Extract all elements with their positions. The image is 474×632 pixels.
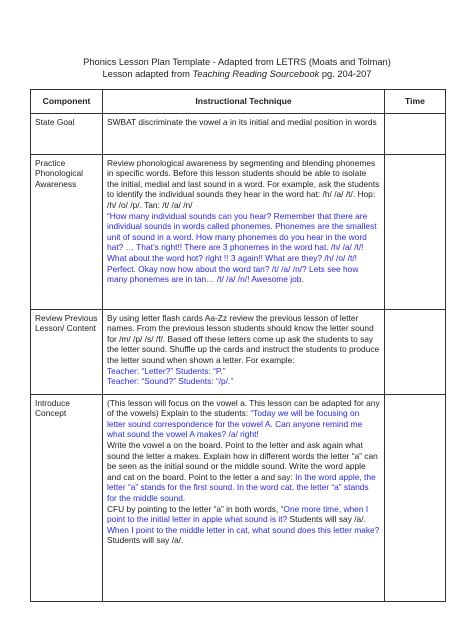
goal-text-end: in its initial and medial position in words bbox=[227, 116, 377, 127]
header-book-title: Teaching Reading Sourcebook bbox=[192, 69, 320, 79]
board-instructions: Write the vowel a on the board. Point to the letter and ask again what sound the letter a makes. Explain how in different words the letter “a” can be seen as the initial sound or the middle sound. Write the word apple and cat on the board. Point to the letter a and say: bbox=[107, 439, 378, 482]
cfu-question-middle: When I point to the middle letter in cat, what sound does this letter make? bbox=[107, 524, 380, 535]
component-cell: Review Previous Lesson/ Content bbox=[31, 309, 103, 394]
table-row-introduce bbox=[31, 394, 446, 601]
time-cell bbox=[385, 309, 446, 394]
header-subtitle-prefix: Lesson adapted from bbox=[102, 69, 193, 79]
column-header-technique: Instructional Technique bbox=[103, 90, 385, 114]
cfu-question-initial: “One more time, when I point to the initial letter in apple what sound is it? bbox=[107, 503, 369, 525]
table-header-row bbox=[31, 90, 446, 114]
cfu-instructions: CFU by pointing to the letter “a” in both words, bbox=[107, 503, 281, 514]
intro-instructions: (This lesson will focus on the vowel a. This lesson can be adapted for any of the vowels) Explain to the students: bbox=[107, 397, 380, 419]
table-row-state-goal bbox=[31, 113, 446, 154]
document-header bbox=[0, 56, 474, 80]
header-subtitle bbox=[0, 68, 474, 80]
review-script-sound: Teacher: “Sound?” Students: “/p/.” bbox=[107, 376, 234, 387]
column-header-time: Time bbox=[385, 90, 446, 114]
technique-cell bbox=[103, 309, 385, 394]
goal-text-start: SWBAT discriminate the vowel bbox=[107, 116, 224, 127]
technique-cell bbox=[103, 154, 385, 309]
intro-script: “Today we will be focusing on letter sound correspondence for the vowel A. Can anyone remind me what sound the vowel A makes? /a/ right! bbox=[107, 408, 363, 440]
practice-instructions: Review phonological awareness by segmenting and blending phonemes in specific words. Before this lesson students should be able to isolate the initial, medial and last sound in a word. For example, ask the students to identify the individual sounds they hear in the word hat: /h/ /a/ /t/. Hop: /h/ /o/ /p/. Tan: /t/ /a/ /n/ bbox=[107, 157, 380, 210]
time-cell bbox=[385, 154, 446, 309]
table-row-practice bbox=[31, 154, 446, 309]
technique-cell bbox=[103, 394, 385, 601]
header-subtitle-suffix: pg. 204-207 bbox=[319, 69, 372, 79]
cfu-answer-middle: Students will say /a/. bbox=[107, 535, 184, 546]
table-row-review bbox=[31, 309, 446, 394]
practice-script: “How many individual sounds can you hear? Remember that there are individual sounds in words called phonemes. Phonemes are the smallest unit of sound in a word. How many phonemes do you hear in the word hat? … That’s right!! There are 3 phonemes in the word hat. /h/ /a/ /t/! What about the word hot? right !! 3 again!! What are they? /h/ /o/ /t/! Perfect. Okay now how about the word tan? /t/ /a/ /n/? Lets see how many phonemes are in tan… /t/ /a/ /n/! Awesome job. bbox=[107, 210, 377, 285]
review-script-letter: Teacher: “Letter?” Students: “P.” bbox=[107, 365, 226, 376]
board-script: In the word apple, the letter “a” stands for the first sound. In the word cat, the letter “a” stands for the middle sound. bbox=[107, 471, 376, 503]
header-title: Phonics Lesson Plan Template - Adapted from LETRS (Moats and Tolman) bbox=[83, 57, 391, 67]
component-cell: Practice Phonological Awareness bbox=[31, 154, 103, 309]
time-cell bbox=[385, 113, 446, 154]
lesson-plan-table bbox=[30, 89, 446, 602]
component-cell: State Goal bbox=[31, 113, 103, 154]
component-cell: Introduce Concept bbox=[31, 394, 103, 601]
column-header-component: Component bbox=[31, 90, 103, 114]
cfu-answer-initial: Students will say /a/. bbox=[287, 514, 366, 525]
technique-cell bbox=[103, 113, 385, 154]
review-instructions: By using letter flash cards Aa-Zz review the previous lesson of letter names. From the previous lesson students should know the letter sound for /m/ /p/ /s/ /f/. Based off these letters come up ask the students to say the letter sound. Shuffle up the cards and instruct the students to produce the letter sound when shown a letter. For example: bbox=[107, 312, 380, 365]
goal-vowel: a bbox=[223, 116, 228, 127]
time-cell bbox=[385, 394, 446, 601]
